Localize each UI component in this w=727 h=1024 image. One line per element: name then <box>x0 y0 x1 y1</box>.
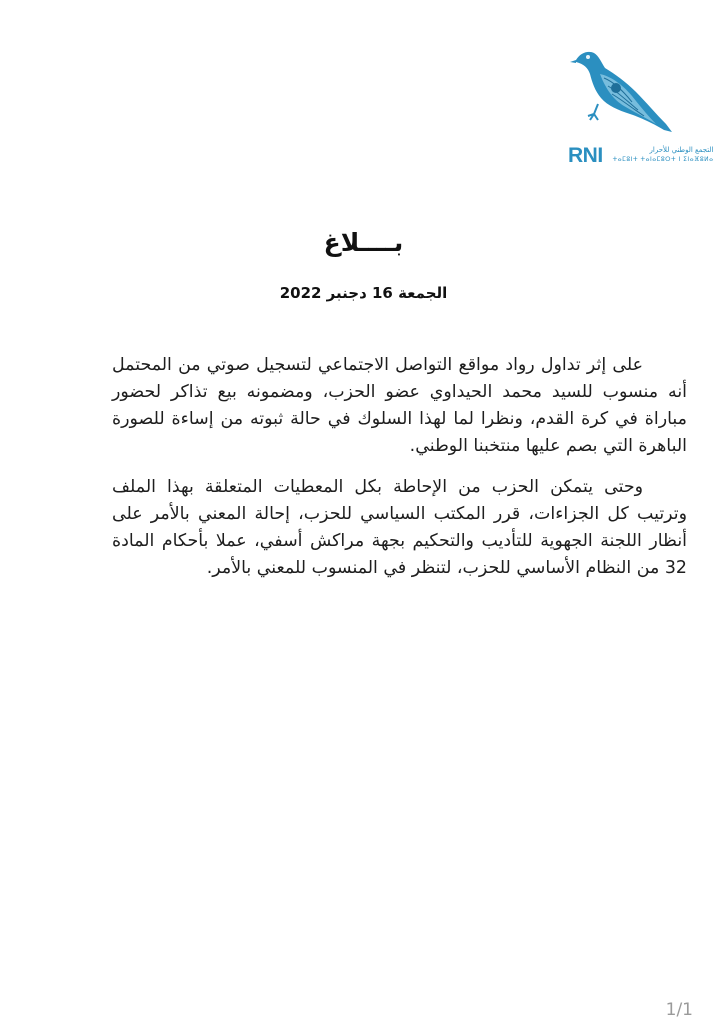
rni-logo <box>568 44 714 174</box>
dove-icon <box>568 44 678 136</box>
document-date: الجمعة 16 دجنبر 2022 <box>279 284 448 302</box>
logo-name-tifinagh: ⵜⴰⵎⵓⵏⵜ ⵜⴰⵏⴰⵎⵓⵔⵜ ⵏ ⵉⵏⴰⴼⵓⵍⴰ <box>612 156 714 163</box>
document-body <box>112 352 687 596</box>
page-indicator: 1/1 <box>665 1000 693 1020</box>
logo-acronym: RNI <box>568 143 603 167</box>
logo-name-arabic: التجمع الوطني للأحرار <box>649 146 714 154</box>
document-title: بــــلاغ <box>323 228 404 257</box>
logo-subtitle <box>613 147 714 163</box>
paragraph: على إثر تداول رواد مواقع التواصل الاجتماعي لتسجيل صوتي من المحتمل أنه منسوب للسيد محمد الحيداوي عضو الحزب، ومضمونه بيع تذاكر لحضور مباراة في كرة القدم، ونظرا لما لهذا السلوك في حالة ثبوته من إساءة للصورة الباهرة التي بصم عليها منتخبنا الوطني. <box>112 355 687 456</box>
paragraph: وحتى يتمكن الحزب من الإحاطة بكل المعطيات المتعلقة بهذا الملف وترتيب كل الجزاءات، قرر المكتب السياسي للحزب، إحالة المعني بالأمر على أنظار اللجنة الجهوية للتأديب والتحكيم بجهة مراكش أسفي، عملا بأحكام المادة 32 من النظام الأساسي للحزب، لتنظر في المنسوب للمعني بالأمر. <box>112 477 687 578</box>
logo-text-row <box>568 140 714 170</box>
